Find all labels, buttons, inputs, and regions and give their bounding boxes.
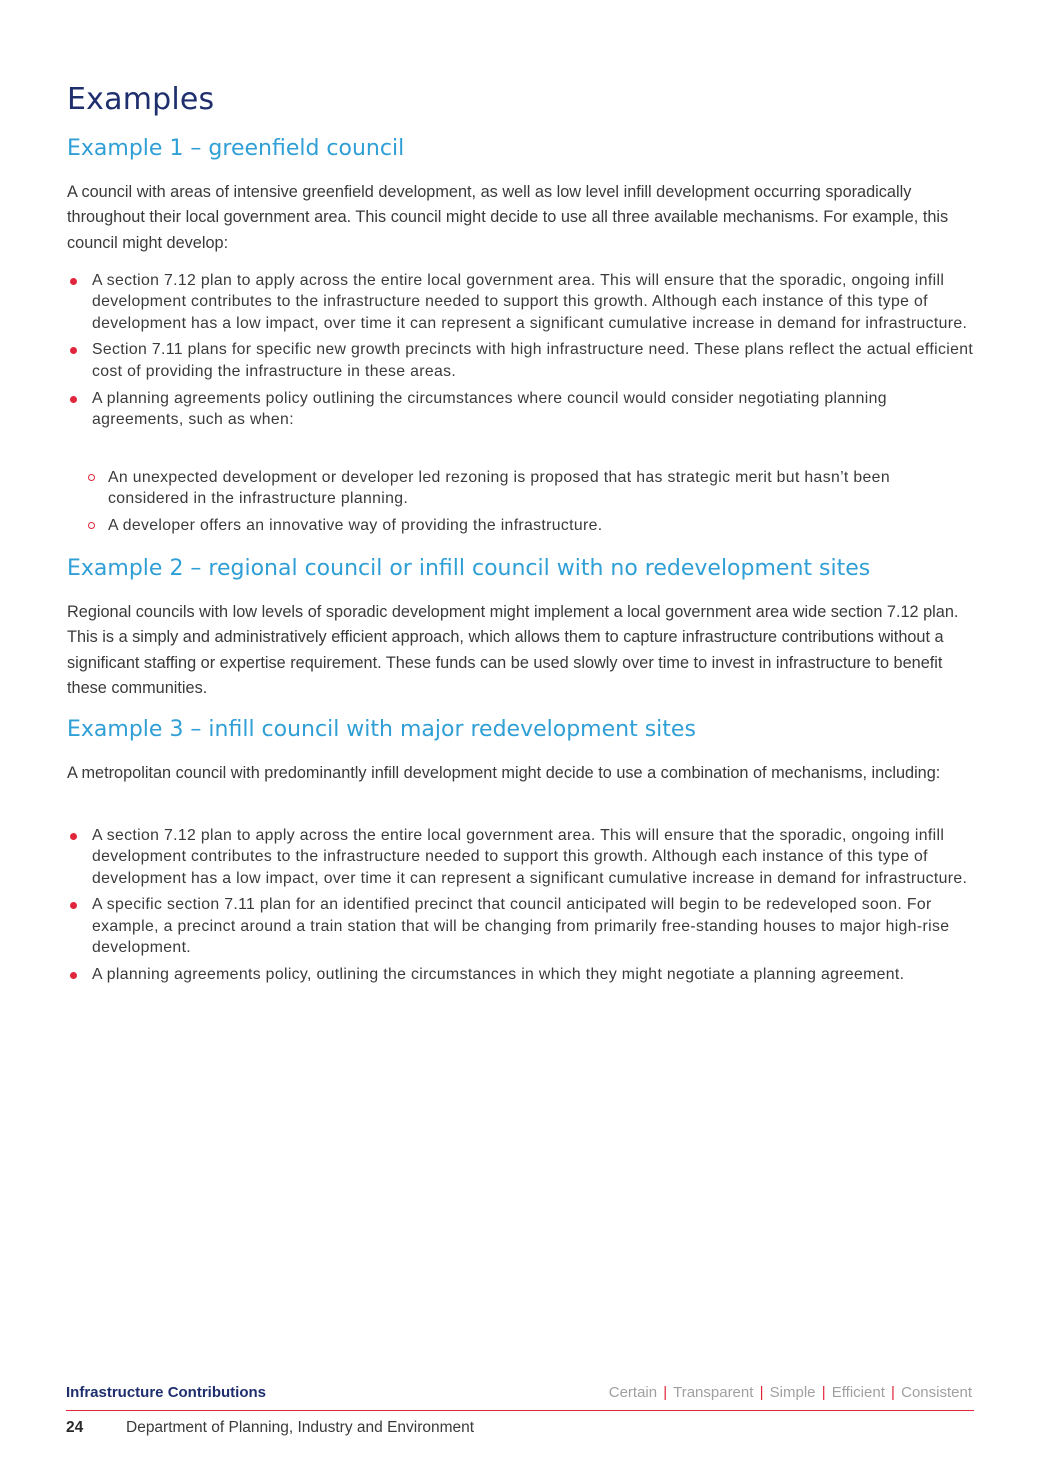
footer-title: Infrastructure Contributions <box>66 1384 267 1401</box>
example-2-title: Example 2 – regional council or infill council with no redevelopment sites <box>67 556 871 581</box>
footer-tag: Efficient <box>831 1384 885 1401</box>
footer-tag: Consistent <box>901 1384 972 1401</box>
footer-separator: | <box>759 1384 764 1401</box>
footer-tag: Transparent <box>673 1384 754 1401</box>
example-1-title: Example 1 – greenfield council <box>67 136 405 161</box>
sub-bullet-icon <box>88 474 95 481</box>
bullet-icon <box>70 972 77 979</box>
example-3-title: Example 3 – infill council with major redevelopment sites <box>67 717 696 742</box>
page-heading: Examples <box>67 82 215 117</box>
list-item: A section 7.12 plan to apply across the entire local government area. This will ensure that the sporadic, ongoing infill development contributes to the infrastructure needed to support this growth. Although each instance of this type of development has a low impact, over time it can represent a significant cumulative increase in demand for infrastructure. <box>67 270 975 334</box>
bullet-icon <box>70 833 77 840</box>
example-1-intro: A council with areas of intensive greenfield development, as well as low level infill development occurring sporadically throughout their local government area. This council might decide to use all three available mechanisms. For example, this council might develop: <box>67 183 949 252</box>
list-item: A specific section 7.11 plan for an identified precinct that council anticipated will begin to be redeveloped soon. For example, a precinct around a train station that will be changing from primarily free-standing houses to major high-rise development. <box>67 894 975 958</box>
bullet-icon <box>70 902 77 909</box>
footer-separator: | <box>663 1384 668 1401</box>
footer-divider <box>66 1410 974 1411</box>
example-1-bullet-list <box>67 270 975 436</box>
list-item: A developer offers an innovative way of providing the infrastructure. <box>87 515 975 536</box>
list-item: A section 7.12 plan to apply across the entire local government area. This will ensure that the sporadic, ongoing infill development contributes to the infrastructure needed to support this growth. Although each instance of this type of development has a low impact, over time it can represent a significant cumulative increase in demand for infrastructure. <box>67 825 975 889</box>
department-name: Department of Planning, Industry and Environment <box>126 1419 475 1436</box>
list-item: An unexpected development or developer led rezoning is proposed that has strategic merit but hasn’t been considered in the infrastructure planning. <box>87 467 975 510</box>
footer-tag: Simple <box>769 1384 816 1401</box>
footer-separator: | <box>821 1384 826 1401</box>
list-item: A planning agreements policy, outlining the circumstances in which they might negotiate a planning agreement. <box>67 964 975 985</box>
footer-tagline <box>609 1384 972 1401</box>
page-number: 24 <box>66 1419 84 1436</box>
list-item: A planning agreements policy outlining the circumstances where council would consider negotiating planning agreements, such as when: <box>67 388 975 431</box>
bullet-icon <box>70 396 77 403</box>
bullet-icon <box>70 347 77 354</box>
footer-separator: | <box>891 1384 895 1401</box>
example-2-body: Regional councils with low levels of sporadic development might implement a local government area wide section 7.12 plan. This is a simply and administratively efficient approach, which allows them to capture infrastructure contributions without a significant staffing or expertise requirement. These funds can be used slowly over time to invest in infrastructure to benefit these communities. <box>67 603 959 697</box>
example-1-sub-bullet-list <box>87 467 975 542</box>
bullet-icon <box>70 278 77 285</box>
footer-tag: Certain <box>608 1384 658 1401</box>
example-3-bullet-list <box>67 825 975 991</box>
example-3-intro: A metropolitan council with predominantly infill development might decide to use a combination of mechanisms, including: <box>67 764 941 782</box>
list-item: Section 7.11 plans for specific new growth precincts with high infrastructure need. These plans reflect the actual efficient cost of providing the infrastructure in these areas. <box>67 339 975 382</box>
sub-bullet-icon <box>88 522 95 529</box>
